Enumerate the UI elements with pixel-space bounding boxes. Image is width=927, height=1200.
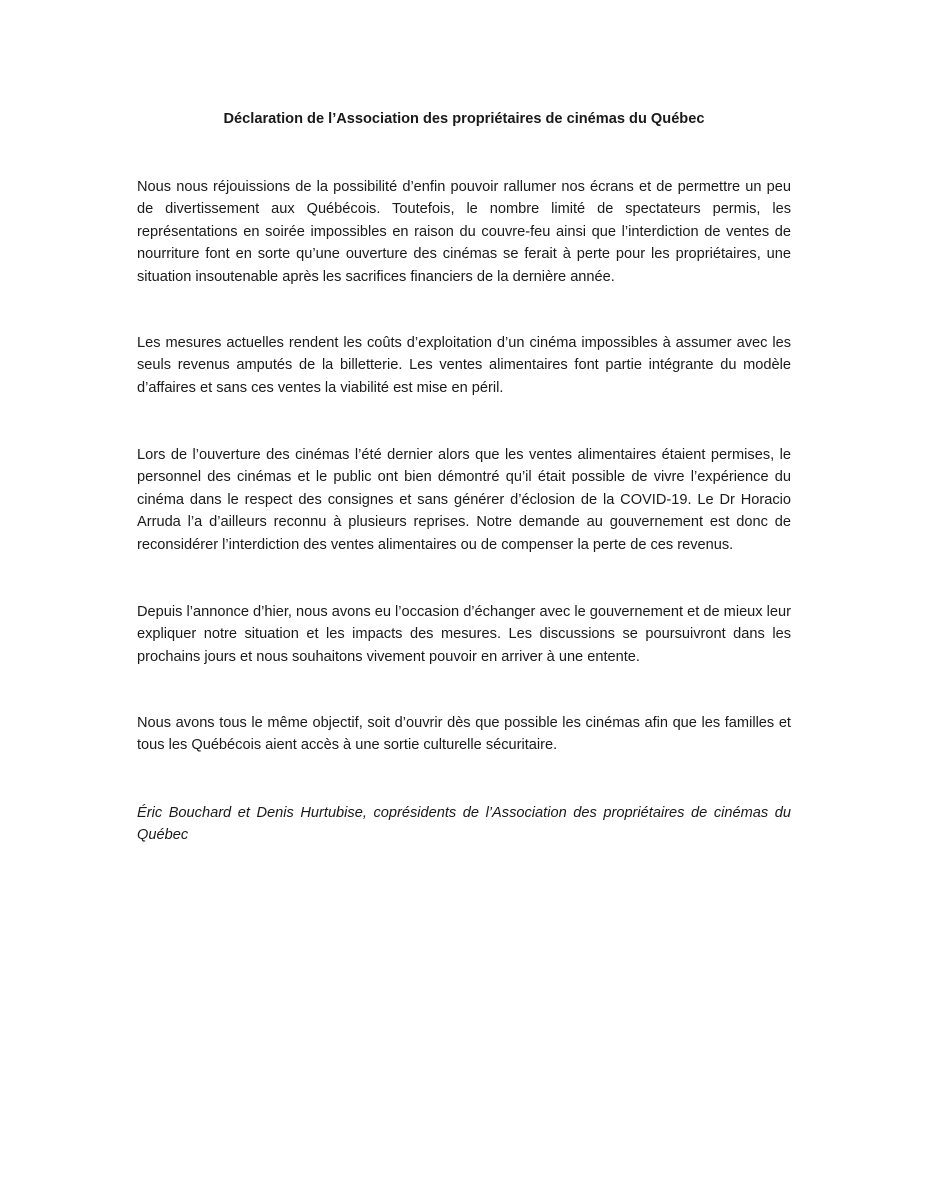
document-title: Déclaration de l’Association des propriétaires de cinémas du Québec xyxy=(223,111,705,127)
paragraph-1: Nous nous réjouissions de la possibilité d’enfin pouvoir rallumer nos écrans et de permettre un peu de divertissement aux Québécois. Toutefois, le nombre limité de spectateurs permis, les représentations en soirée impossibles en raison du couvre-feu ainsi que l’interdiction de ventes de nourriture font en sorte qu’une ouverture des cinémas se ferait à perte pour les propriétaires, une situation insoutenable après les sacrifices financiers de la dernière année. xyxy=(137,179,791,285)
paragraph-3: Lors de l’ouverture des cinémas l’été dernier alors que les ventes alimentaires étaient permises, le personnel des cinémas et le public ont bien démontré qu’il était possible de vivre l’expérience du cinéma dans le respect des consignes et sans générer d’éclosion de la COVID-19. Le Dr Horacio Arruda l’a d’ailleurs reconnu à plusieurs reprises. Notre demande au gouvernement est donc de reconsidérer l’interdiction des ventes alimentaires ou de compenser la perte de ces revenus. xyxy=(137,447,791,553)
paragraph-5: Nous avons tous le même objectif, soit d’ouvrir dès que possible les cinémas afin que les familles et tous les Québécois aient accès à une sortie culturelle sécuritaire. xyxy=(137,715,791,754)
paragraph-4: Depuis l’annonce d’hier, nous avons eu l’occasion d’échanger avec le gouvernement et de mieux leur expliquer notre situation et les impacts des mesures. Les discussions se poursuivront dans les prochains jours et nous souhaitons vivement pouvoir en arriver à une entente. xyxy=(137,604,791,665)
signature-line: Éric Bouchard et Denis Hurtubise, coprésidents de l’Association des propriétaires de cinémas du Québec xyxy=(137,805,791,844)
paragraph-2: Les mesures actuelles rendent les coûts d’exploitation d’un cinéma impossibles à assumer avec les seuls revenus amputés de la billetterie. Les ventes alimentaires font partie intégrante du modèle d’affaires et sans ces ventes la viabilité est mise en péril. xyxy=(137,335,791,396)
